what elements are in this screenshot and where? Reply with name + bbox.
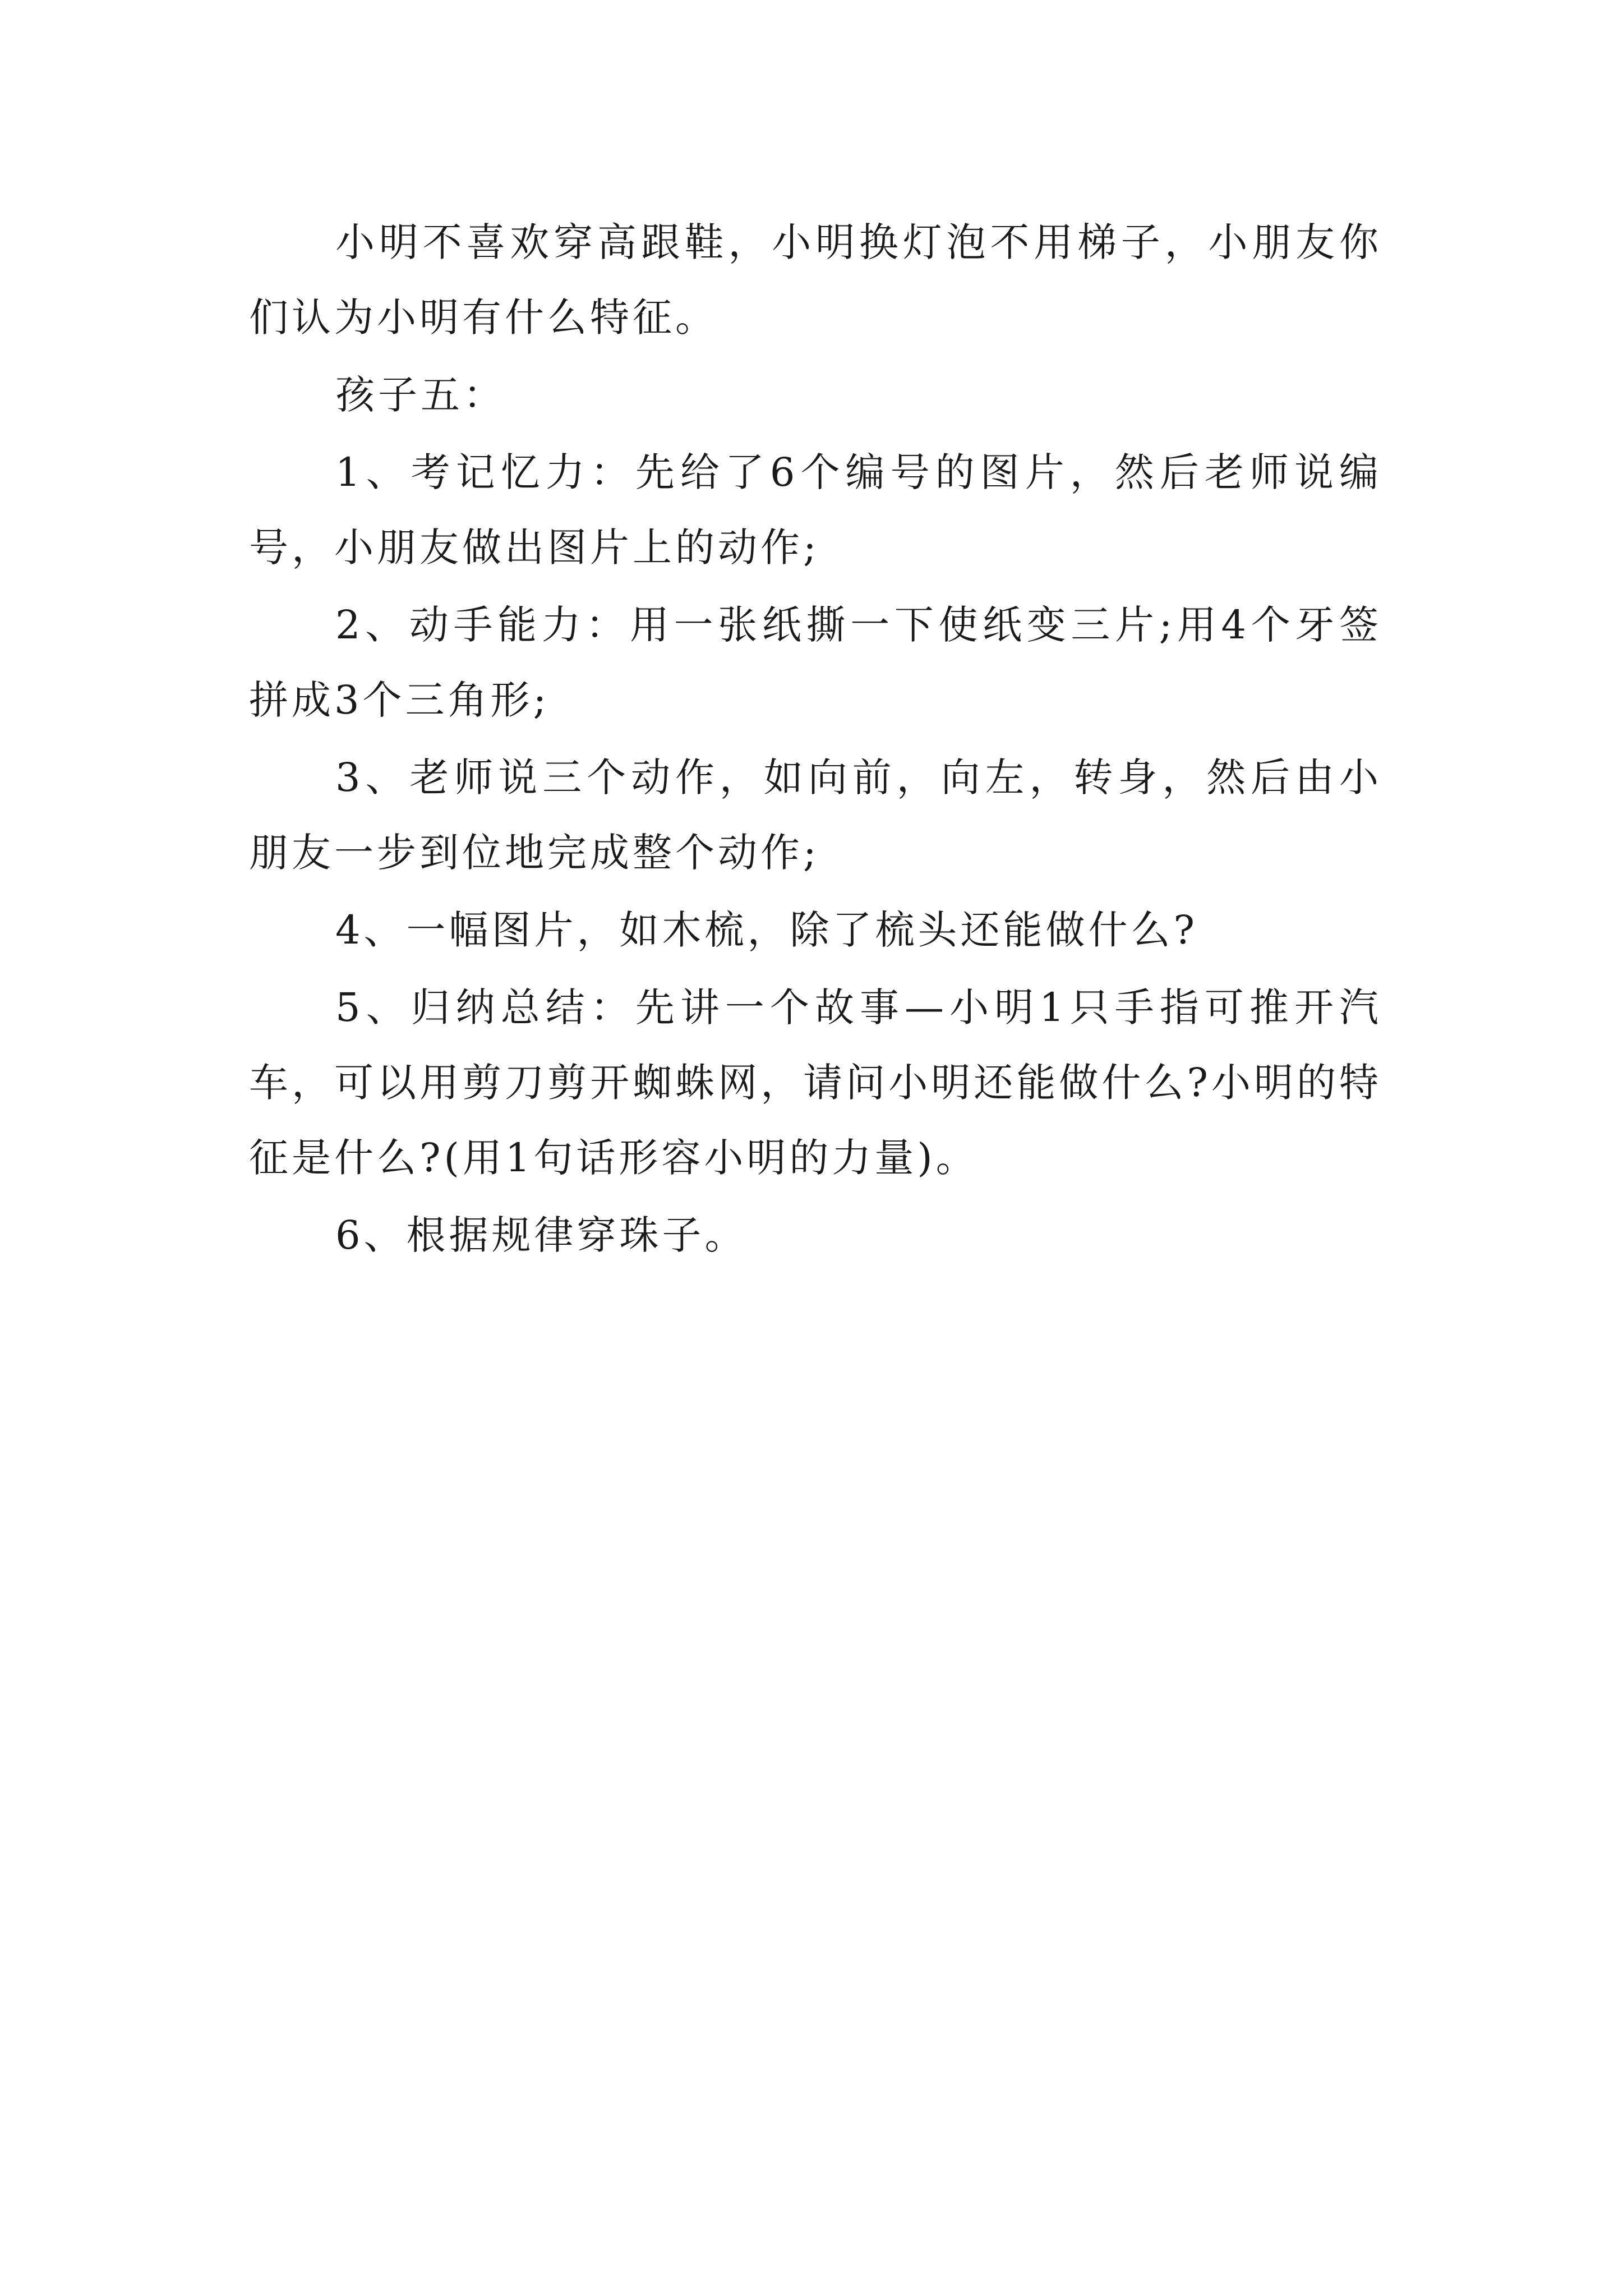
paragraph: 孩子五：: [335, 372, 506, 418]
document-body: [249, 205, 1382, 1275]
paragraph: 6、根据规律穿珠子。: [335, 1212, 748, 1258]
paragraph: 小明不喜欢穿高跟鞋，小明换灯泡不用梯子，小朋友你们认为小明有什么特征。: [249, 219, 1382, 341]
paragraph: 3、老师说三个动作，如向前，向左，转身，然后由小朋友一步到位地完成整个动作;: [249, 754, 1382, 876]
paragraph: 2、动手能力：用一张纸撕一下使纸变三片;用4个牙签拼成3个三角形;: [249, 602, 1382, 723]
paragraph: 4、一幅图片，如木梳，除了梳头还能做什么?: [335, 907, 1198, 953]
paragraph: 5、归纳总结：先讲一个故事—小明1只手指可推开汽车，可以用剪刀剪开蜘蛛网，请问小明还能做什么?小明的特征是什么?(用1句话形容小明的力量)。: [249, 984, 1382, 1181]
paragraph: 1、考记忆力：先给了6个编号的图片，然后老师说编号，小朋友做出图片上的动作;: [249, 449, 1382, 570]
